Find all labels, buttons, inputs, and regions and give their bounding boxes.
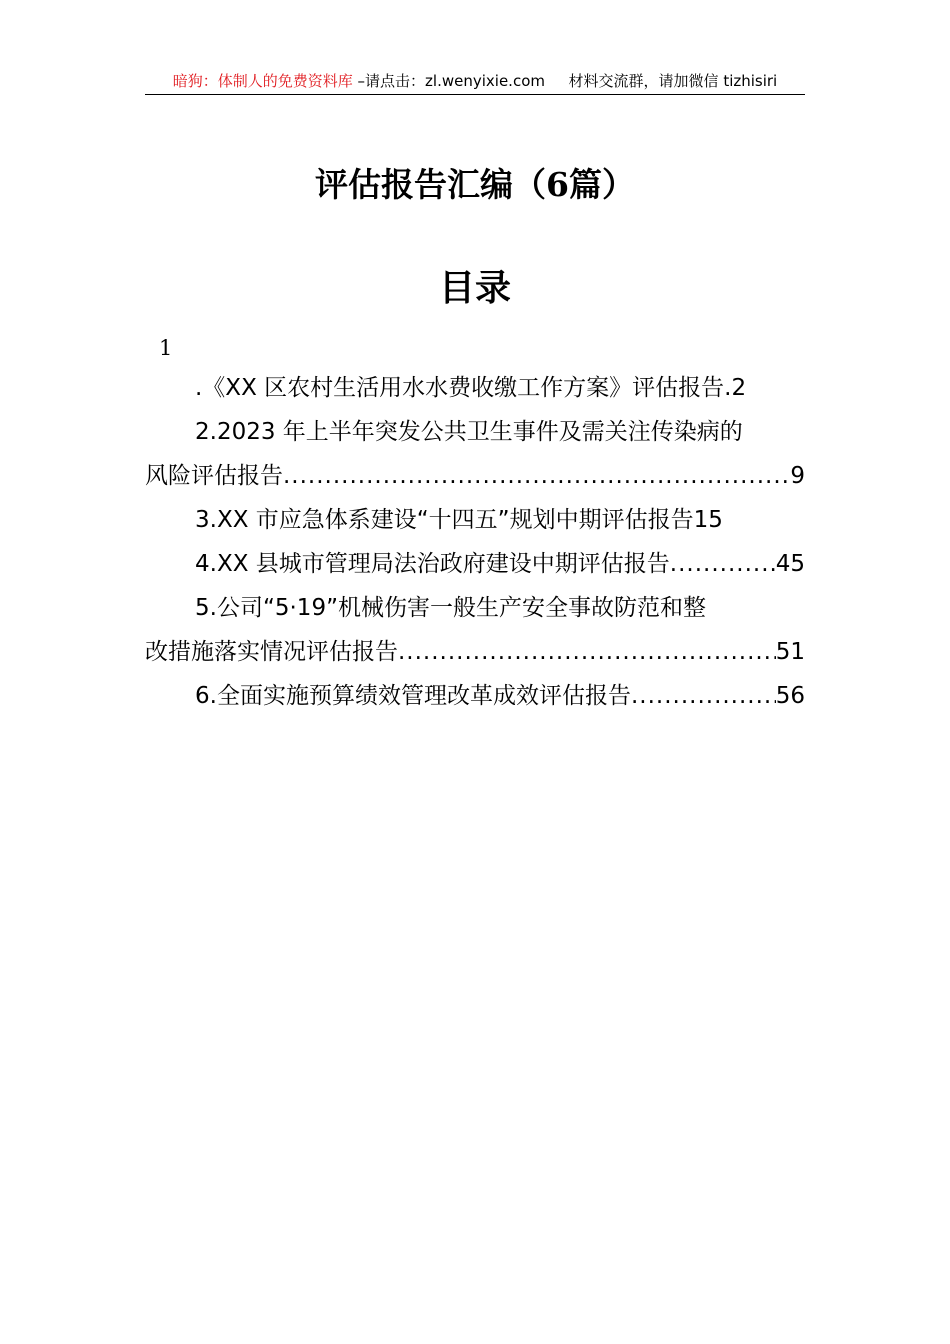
toc-entry-title: 3.XX 市应急体系建设“十四五”规划中期评估报告 bbox=[195, 507, 694, 533]
header-group-text: 材料交流群，请加微信 tizhisiri bbox=[568, 72, 778, 90]
toc-entry-6[interactable] bbox=[145, 674, 805, 718]
toc-entry-2[interactable] bbox=[145, 410, 805, 454]
header-click-link[interactable]: –请点击：zl.wenyixie.com bbox=[357, 72, 545, 90]
toc-entry-page: 15 bbox=[693, 507, 723, 533]
toc-entry-title: 2.2023 年上半年突发公共卫生事件及需关注传染病的 bbox=[195, 419, 743, 445]
toc-entry-page: 9 bbox=[790, 463, 805, 489]
toc-entry-title-cont: 改措施落实情况评估报告 bbox=[145, 639, 398, 665]
toc-leader-dots bbox=[631, 674, 776, 718]
document-title: 评估报告汇编（6篇） bbox=[315, 165, 635, 204]
table-of-contents bbox=[145, 330, 805, 718]
toc-entry-page: 45 bbox=[775, 551, 805, 577]
toc-entry-title: .《XX 区农村生活用水水费收缴工作方案》评估报告. bbox=[195, 375, 732, 401]
toc-entry-4[interactable] bbox=[145, 542, 805, 586]
toc-entry-title: 6.全面实施预算绩效管理改革成效评估报告 bbox=[195, 683, 631, 709]
page-header bbox=[145, 68, 805, 95]
toc-entry-title: 4.XX 县城市管理局法治政府建设中期评估报告 bbox=[195, 551, 670, 577]
header-brand: 暗狗：体制人的免费资料库 bbox=[172, 72, 353, 90]
toc-entry-page: 51 bbox=[775, 639, 805, 665]
toc-entry-page: 56 bbox=[775, 683, 805, 709]
toc-entry-2-continued[interactable] bbox=[145, 454, 805, 498]
toc-entry-title-cont: 风险评估报告 bbox=[145, 463, 283, 489]
toc-stray-number: 1 bbox=[159, 336, 173, 360]
toc-entry-1[interactable] bbox=[145, 366, 805, 410]
toc-entry-title: 5.公司“5·19”机械伤害一般生产安全事故防范和整 bbox=[195, 595, 706, 621]
toc-leader-dots bbox=[398, 630, 776, 674]
toc-entry-5-continued[interactable] bbox=[145, 630, 805, 674]
toc-leader-dots bbox=[283, 454, 790, 498]
toc-heading: 目录 bbox=[438, 268, 511, 309]
toc-entry-5[interactable] bbox=[145, 586, 805, 630]
toc-entry-page: 2 bbox=[731, 375, 747, 401]
toc-leader-dots bbox=[670, 542, 776, 586]
toc-entry-3[interactable] bbox=[145, 498, 805, 542]
